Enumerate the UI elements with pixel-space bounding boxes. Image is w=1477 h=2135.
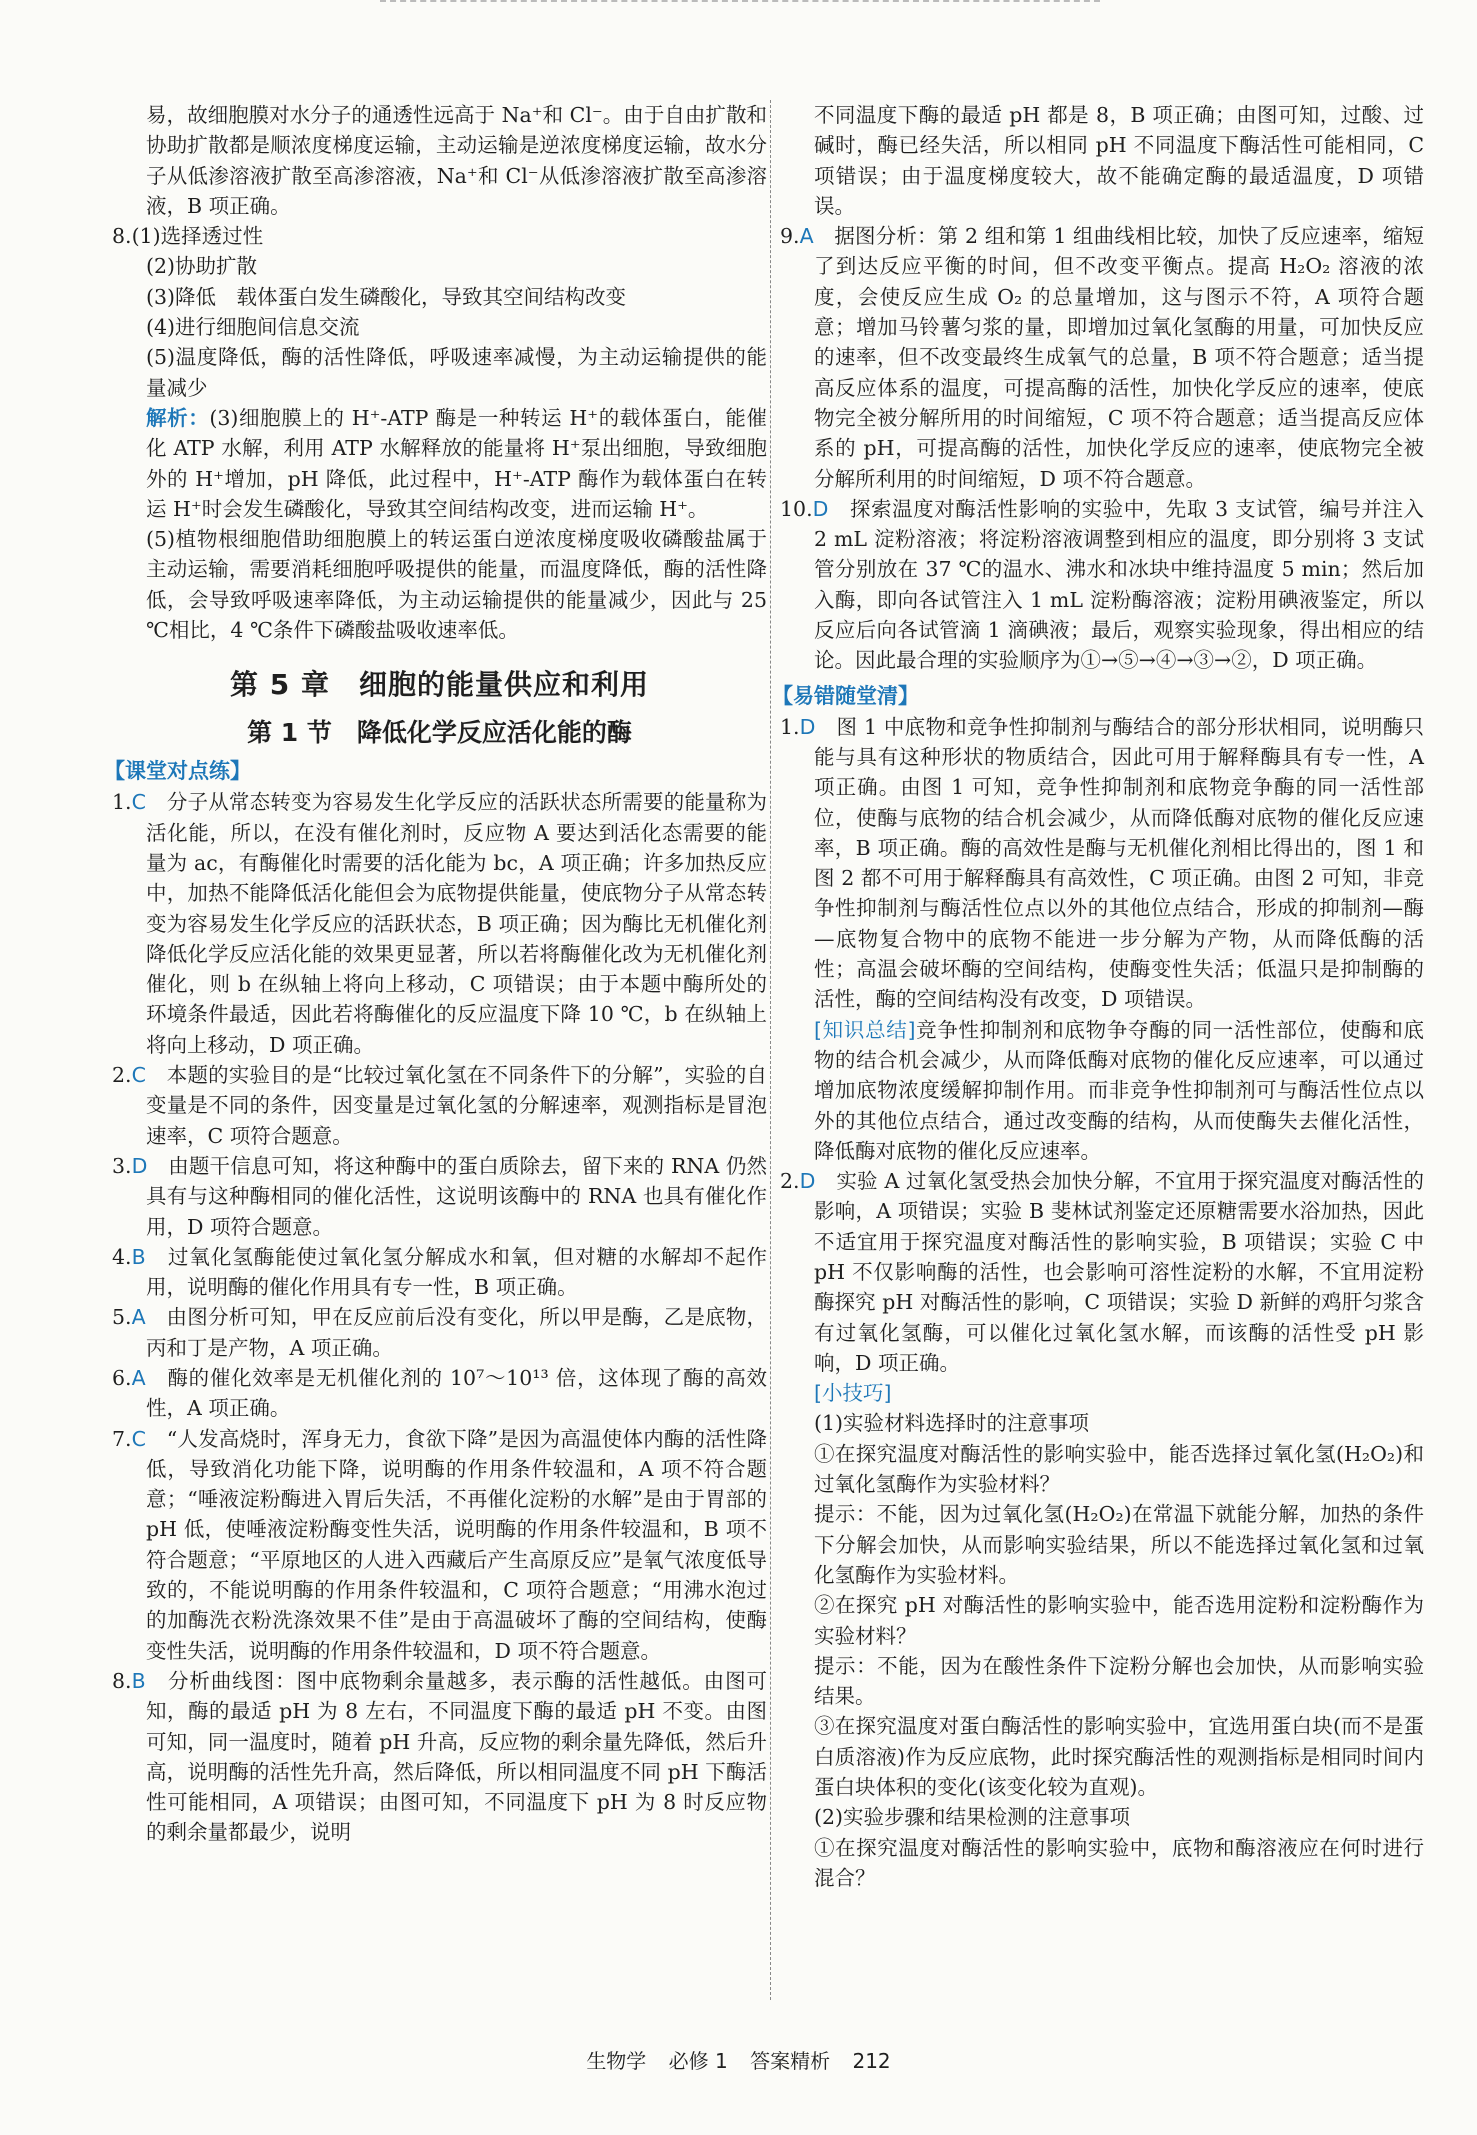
top-rule <box>380 0 1100 10</box>
answer-item: 4.B 过氧化氢酶能使过氧化氢分解成水和氧，但对糖的水解却不起作用，说明酶的催化作用具有专一性，B 项正确。 <box>112 1244 768 1300</box>
q8-item-5: (5)温度降低，酶的活性降低，呼吸速率减慢，为主动运输提供的能量减少 <box>146 345 767 400</box>
q8-item-2: (2)协助扩散 <box>146 254 258 279</box>
q8-analysis-2: (5)植物根细胞借助细胞膜上的转运蛋白逆浓度梯度吸收磷酸盐属于主动运输，需要消耗细胞呼吸提供的能量，而温度降低，酶的活性降低，会导致呼吸速率降低，为主动运输提供的能量减少，因此与 25 ℃相比，4 ℃条件下磷酸盐吸收速率低。 <box>146 527 767 643</box>
tip-line: 提示：不能，因为在酸性条件下淀粉分解也会加快，从而影响实验结果。 <box>814 1653 1424 1709</box>
tip-line: ①在探究温度对酶活性的影响实验中，底物和酶溶液应在何时进行混合？ <box>814 1835 1424 1890</box>
tip-line: ②在探究 pH 对酶活性的影响实验中，能否选用淀粉和淀粉酶作为实验材料？ <box>814 1593 1424 1648</box>
q8-item-3: (3)降低 载体蛋白发生磷酸化，导致其空间结构改变 <box>146 284 627 309</box>
section-title: 第 1 节 降低化学反应活化能的酶 <box>247 718 632 748</box>
intro-paragraph: 易，故细胞膜对水分子的通透性远高于 Na⁺和 Cl⁻。由于自由扩散和协助扩散都是顺浓度梯度运输，主动运输是逆浓度梯度运输，故水分子从低渗溶液扩散至高渗溶液，Na⁺和 Cl⁻从低渗溶液扩散至高渗溶液，B 项正确。 <box>146 103 767 218</box>
footer-subject: 生物学 <box>586 2049 647 2073</box>
answer-item: 2.C 本题的实验目的是“比较过氧化氢在不同条件下的分解”，实验的自变量是不同的条件，因变量是过氧化氢的分解速率，观测指标是冒泡速率，C 项符合题意。 <box>112 1063 768 1148</box>
answer-item: 6.A 酶的催化效率是无机催化剂的 10⁷～10¹³ 倍，这体现了酶的高效性，A 项正确。 <box>112 1365 768 1421</box>
answer-item: 1.C 分子从常态转变为容易发生化学反应的活跃状态所需要的能量称为活化能，所以，在没有催化剂时，反应物 A 要达到活化态需要的能量为 ac，有酶催化时需要的活化能为 bc，A 项正确；许多加热反应中，加热不能降低活化能但会为底物提供能量，使底物分子从常态转变为容易发生化学反应的活跃状态，B 项正确；因为酶比无机催化剂降低化学反应活化能的效果更显著，所以若将酶催化改为无机催化剂催化，则 b 在纵轴上将向上移动，C 项错误；由于本题中酶所处的环境条件最适，因此若将酶催化的反应温度下降 10 ℃，b 在纵轴上将向上移动，D 项正确。 <box>112 790 768 1057</box>
tip-line: ③在探究温度对蛋白酶活性的影响实验中，宜选用蛋白块(而不是蛋白质溶液)作为反应底物，此时探究酶活性的观测指标是相同时间内蛋白块体积的变化(该变化较为直观)。 <box>814 1714 1424 1800</box>
answer-item: 3.D 由题干信息可知，将这种酶中的蛋白质除去，留下来的 RNA 仍然具有与这种酶相同的催化活性，这说明该酶中的 RNA 也具有催化作用，D 项符合题意。 <box>112 1153 767 1239</box>
right-column <box>772 100 1425 1893</box>
continued-paragraph: 不同温度下酶的最适 pH 都是 8，B 项正确；由图可知，过酸、过碱时，酶已经失活，所以相同 pH 不同温度下酶活性可能相同，C 项错误；由于温度梯度较大，故不能确定酶的最适温度，D 项错误。 <box>814 103 1424 218</box>
knowledge-summary: [知识总结]竞争性抑制剂和底物争夺酶的同一活性部位，使酶和底物的结合机会减少，从而降低酶对底物的催化反应速率，可以通过增加底物浓度缓解抑制作用。而非竞争性抑制剂可与酶活性位点以外的其他位点结合，通过改变酶的结构，从而使酶失去催化活性，降低酶对底物的催化反应速率。 <box>814 1017 1425 1163</box>
answer-item: 7.C “人发高烧时，浑身无力，食欲下降”是因为高温使体内酶的活性降低，导致消化功能下降，说明酶的作用条件较温和，A 项不符合题意；“唾液淀粉酶进入胃后失活，不再催化淀粉的水解”是由于胃部的 pH 低，使唾液淀粉酶变性失活，说明酶的作用条件较温和，B 项不符合题意；“平原地区的人进入西藏后产生高原反应”是氧气浓度低导致的，不能说明酶的作用条件较温和，C 项符合题意；“用沸水泡过的加酶洗衣粉洗涤效果不佳”是由于高温破坏了酶的空间结构，使酶变性失活，说明酶的作用条件较温和，D 项不符合题意。 <box>112 1426 768 1663</box>
left-column <box>104 100 768 1848</box>
answer-item: 9.A 据图分析：第 2 组和第 1 组曲线相比较，加快了反应速率，缩短了到达反应平衡的时间，但不改变平衡点。提高 H₂O₂ 溶液的浓度，会使反应生成 O₂ 的总量增加，这与图示不符，A 项符合题意；增加马铃薯匀浆的量，即增加过氧化氢酶的用量，可加快反应的速率，但不改变最终生成氧气的总量，B 项不符合题意；适当提高反应体系的温度，可提高酶的活性，加快化学反应的速率，使底物完全被分解所用的时间缩短，C 项不符合题意；适当提高反应体系的 pH，可提高酶的活性，加快化学反应的速率，使底物完全被分解所利用的时间缩短，D 项不符合题意。 <box>780 224 1424 491</box>
answer-item: 2.D 实验 A 过氧化氢受热会加快分解，不宜用于探究温度对酶活性的影响，A 项错误；实验 B 斐林试剂鉴定还原糖需要水浴加热，因此不适宜用于探究温度对酶活性的影响实验，B 项错误；实验 C 中 pH 不仅影响酶的活性，也会影响可溶性淀粉的水解，不宜用淀粉酶探究 pH 对酶活性的影响，C 项错误；实验 D 新鲜的鸡肝匀浆含有过氧化氢酶，可以催化过氧化氢水解，而该酶的活性受 pH 影响，D 项正确。 <box>780 1169 1424 1375</box>
answer-item: 8.B 分析曲线图：图中底物剩余量越多，表示酶的活性越低。由图可知，酶的最适 pH 为 8 左右，不同温度下酶的最适 pH 不变。由图可知，同一温度时，随着 pH 升高，反应物的剩余量先降低，然后升高，说明酶的活性先升高，然后降低，所以相同温度不同 pH 下酶活性可能相同，A 项错误；由图可知，不同温度下 pH 为 8 时反应物的剩余量都最少，说明 <box>112 1668 768 1845</box>
q8-analysis-1: 解析：(3)细胞膜上的 H⁺-ATP 酶是一种转运 H⁺的载体蛋白，能催化 ATP 水解，利用 ATP 水解释放的能量将 H⁺泵出细胞，导致细胞外的 H⁺增加，pH 降低，此过程中，H⁺-ATP 酶作为载体蛋白在转运 H⁺时会发生磷酸化，导致其空间结构改变，进而运输 H⁺。 <box>146 405 768 521</box>
q8-item-4: (4)进行细胞间信息交流 <box>146 315 360 340</box>
footer-book: 必修 1 <box>668 2049 728 2073</box>
answer-item: 5.A 由图分析可知，甲在反应前后没有变化，所以甲是酶，乙是底物，丙和丁是产物，A 项正确。 <box>112 1305 768 1360</box>
tip-line: 提示：不能，因为过氧化氢(H₂O₂)在常温下就能分解，加热的条件下分解会加快，从而影响实验结果，所以不能选择过氧化氢和过氧化氢酶作为实验材料。 <box>814 1502 1424 1587</box>
tips-heading: [小技巧] <box>814 1381 892 1406</box>
ketang-heading: 【课堂对点练】 <box>104 759 251 784</box>
tip-line: ①在探究温度对酶活性的影响实验中，能否选择过氧化氢(H₂O₂)和过氧化氢酶作为实验材料？ <box>814 1441 1424 1497</box>
page-footer <box>0 2045 1477 2074</box>
yicuo-heading: 【易错随堂清】 <box>772 683 919 708</box>
chapter-title: 第 5 章 细胞的能量供应和利用 <box>230 668 649 702</box>
column-divider <box>770 100 772 2000</box>
tip-line: (2)实验步骤和结果检测的注意事项 <box>814 1805 1131 1830</box>
answer-item: 10.D 探索温度对酶活性影响的实验中，先取 3 支试管，编号并注入 2 mL 淀粉溶液；将淀粉溶液调整到相应的温度，即分别将 3 支试管分别放在 37 ℃的温水、沸水和冰块中维持温度 5 min；然后加入酶，即向各试管注入 1 mL 淀粉酶溶液；淀粉用碘液鉴定，所以反应后向各试管滴 1 滴碘液；最后，观察实验现象，得出相应的结论。因此最合理的实验顺序为①→⑤→④→③→②，D 项正确。 <box>780 496 1425 673</box>
page-number: 212 <box>852 2049 891 2073</box>
footer-kind: 答案精析 <box>750 2049 831 2073</box>
q8-item-1: 8.(1)选择透过性 <box>112 224 264 249</box>
answer-item: 1.D 图 1 中底物和竞争性抑制剂与酶结合的部分形状相同，说明酶只能与具有这种形状的物质结合，因此可用于解释酶具有专一性，A 项正确。由图 1 可知，竞争性抑制剂和底物竞争酶的同一活性部位，使酶与底物的结合机会减少，从而降低酶对底物的催化反应速率，B 项正确。酶的高效性是酶与无机催化剂相比得出的，图 1 和图 2 都不可用于解释酶具有高效性，C 项正确。由图 2 可知，非竞争性抑制剂与酶活性位点以外的其他位点结合，形成的抑制剂—酶—底物复合物中的底物不能进一步分解为产物，从而降低酶的活性；高温会破坏酶的空间结构，使酶变性失活；低温只是抑制酶的活性，酶的空间结构没有改变，D 项错误。 <box>780 714 1425 1012</box>
tip-line: (1)实验材料选择时的注意事项 <box>814 1411 1090 1436</box>
